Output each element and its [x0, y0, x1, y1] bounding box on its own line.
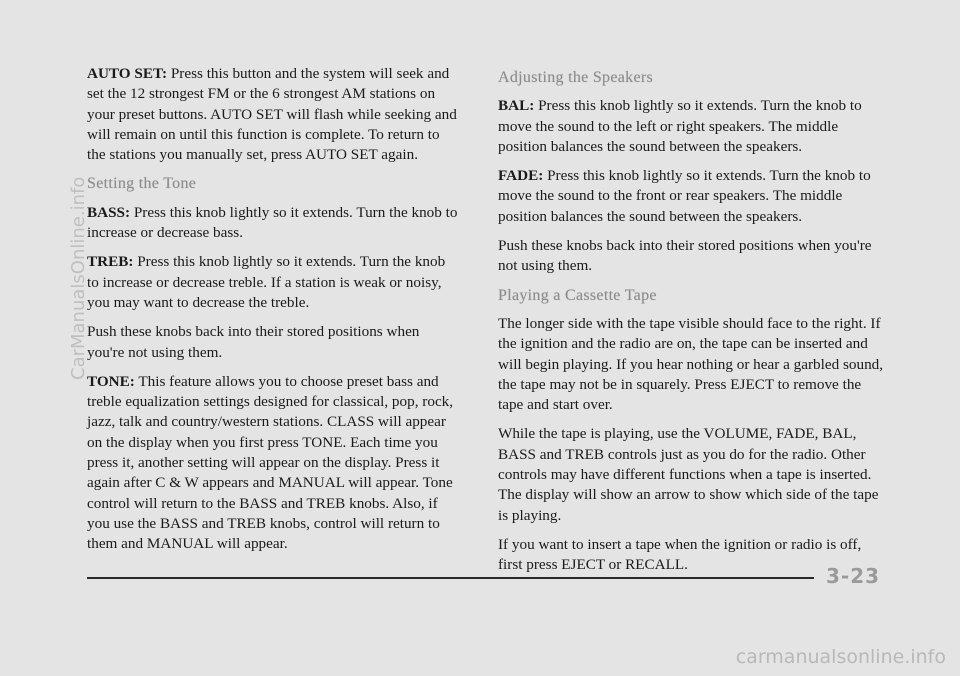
setting-tone-heading: Setting the Tone [87, 175, 197, 193]
left-column [87, 64, 459, 564]
cassette-heading: Playing a Cassette Tape [498, 286, 657, 304]
tone-text: This feature allows you to choose preset bass and treble equalization settings designed for classical, pop, rock, jazz, talk and country/western stations. CLASS will appear on the display when you first press TONE. Each time you press it, another setting will appear on the display. Press it again after C & W appears and MANUAL will appear. Tone control will return to the BASS and TREB knobs. Also, if you use the BASS and TREB knobs, control will return to them and MANUAL will appear. [87, 372, 454, 553]
push-knobs-right-paragraph: Push these knobs back into their stored positions when you're not using them. [498, 237, 872, 275]
bal-term: BAL: [498, 97, 535, 115]
bass-text: Press this knob lightly so it extends. Turn the knob to increase or decrease bass. [87, 203, 458, 242]
cassette-paragraph-2: While the tape is playing, use the VOLUME, FADE, BAL, BASS and TREB controls just as you do for the radio. Other controls may have different functions when a tape is inserted. The display will show an arrow to show which side of the tape is playing. [498, 425, 879, 524]
fade-term: FADE: [498, 167, 544, 185]
treb-paragraph [87, 252, 459, 313]
bottom-watermark: carmanualsonline.info [735, 646, 946, 668]
tone-paragraph [87, 372, 459, 555]
tone-term: TONE: [87, 372, 135, 390]
auto-set-term: AUTO SET: [87, 65, 168, 82]
fade-text: Press this knob lightly so it extends. Turn the knob to move the sound to the front or rear speakers. The middle position balances the sound between the speakers. [498, 167, 871, 225]
adjusting-speakers-heading: Adjusting the Speakers [498, 69, 654, 86]
cassette-paragraph-1: The longer side with the tape visible should face to the right. If the ignition and the radio are on, the tape can be inserted and will begin playing. If you hear nothing or hear a garbled sound, the tape may not be in squarely. Press EJECT to remove the tape and start over. [498, 314, 884, 414]
bass-term: BASS: [87, 203, 131, 221]
side-watermark-text: CarManualsOnline.info [68, 176, 89, 380]
bass-paragraph [87, 203, 459, 244]
footer-rule [87, 577, 814, 579]
side-watermark [62, 176, 89, 580]
bal-paragraph [498, 96, 888, 157]
page-number: 3-23 [826, 564, 881, 588]
fade-paragraph [498, 166, 888, 227]
right-column [498, 64, 888, 585]
push-knobs-left-paragraph: Push these knobs back into their stored positions when you're not using them. [87, 323, 420, 361]
cassette-paragraph-3: If you want to insert a tape when the ignition or radio is off, first press EJECT or RECALL. [498, 535, 862, 574]
auto-set-paragraph [87, 64, 459, 165]
treb-term: TREB: [87, 253, 134, 271]
bal-text: Press this knob lightly so it extends. Turn the knob to move the sound to the left or right speakers. The middle position balances the sound between the speakers. [498, 97, 862, 155]
treb-text: Press this knob lightly so it extends. Turn the knob to increase or decrease treble. If a station is weak or noisy, you may want to decrease the treble. [87, 253, 446, 311]
auto-set-text: Press this button and the system will seek and set the 12 strongest FM or the 6 strongest AM stations on your preset buttons. AUTO SET will flash while seeking and will remain on until this function is complete. To return to the stations you manually set, press AUTO SET again. [87, 65, 457, 164]
